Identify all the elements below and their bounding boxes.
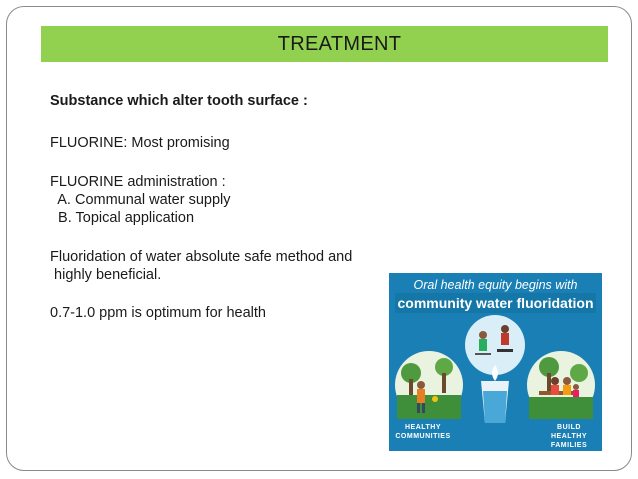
title-bar — [41, 26, 608, 62]
caption-line: HEALTHY — [404, 424, 442, 431]
caption-line: COMMUNITIES — [395, 433, 451, 440]
text-line: FLUORINE administration : — [50, 174, 226, 190]
text-line: Fluoridation of water absolute safe method and — [50, 249, 353, 265]
infographic-headline-2: community water fluoridation — [397, 295, 594, 311]
text-line: 0.7-1.0 ppm is optimum for health — [50, 305, 266, 321]
slide-title: TREATMENT — [277, 32, 402, 55]
fluoridation-infographic — [389, 273, 602, 451]
heading-line: Substance which alter tooth surface : — [50, 93, 308, 109]
caption-line: FAMILIES — [550, 442, 588, 449]
text-line: B. Topical application — [50, 210, 195, 226]
caption-build-healthy-families — [539, 423, 599, 450]
caption-line: BUILD HEALTHY — [550, 424, 588, 440]
caption-healthy-communities — [393, 423, 453, 441]
text-line: FLUORINE: Most promising — [50, 135, 230, 151]
infographic-headline-1: Oral health equity begins with — [413, 278, 578, 292]
text-line: A. Communal water supply — [50, 192, 231, 208]
text-line: highly beneficial. — [50, 267, 162, 283]
